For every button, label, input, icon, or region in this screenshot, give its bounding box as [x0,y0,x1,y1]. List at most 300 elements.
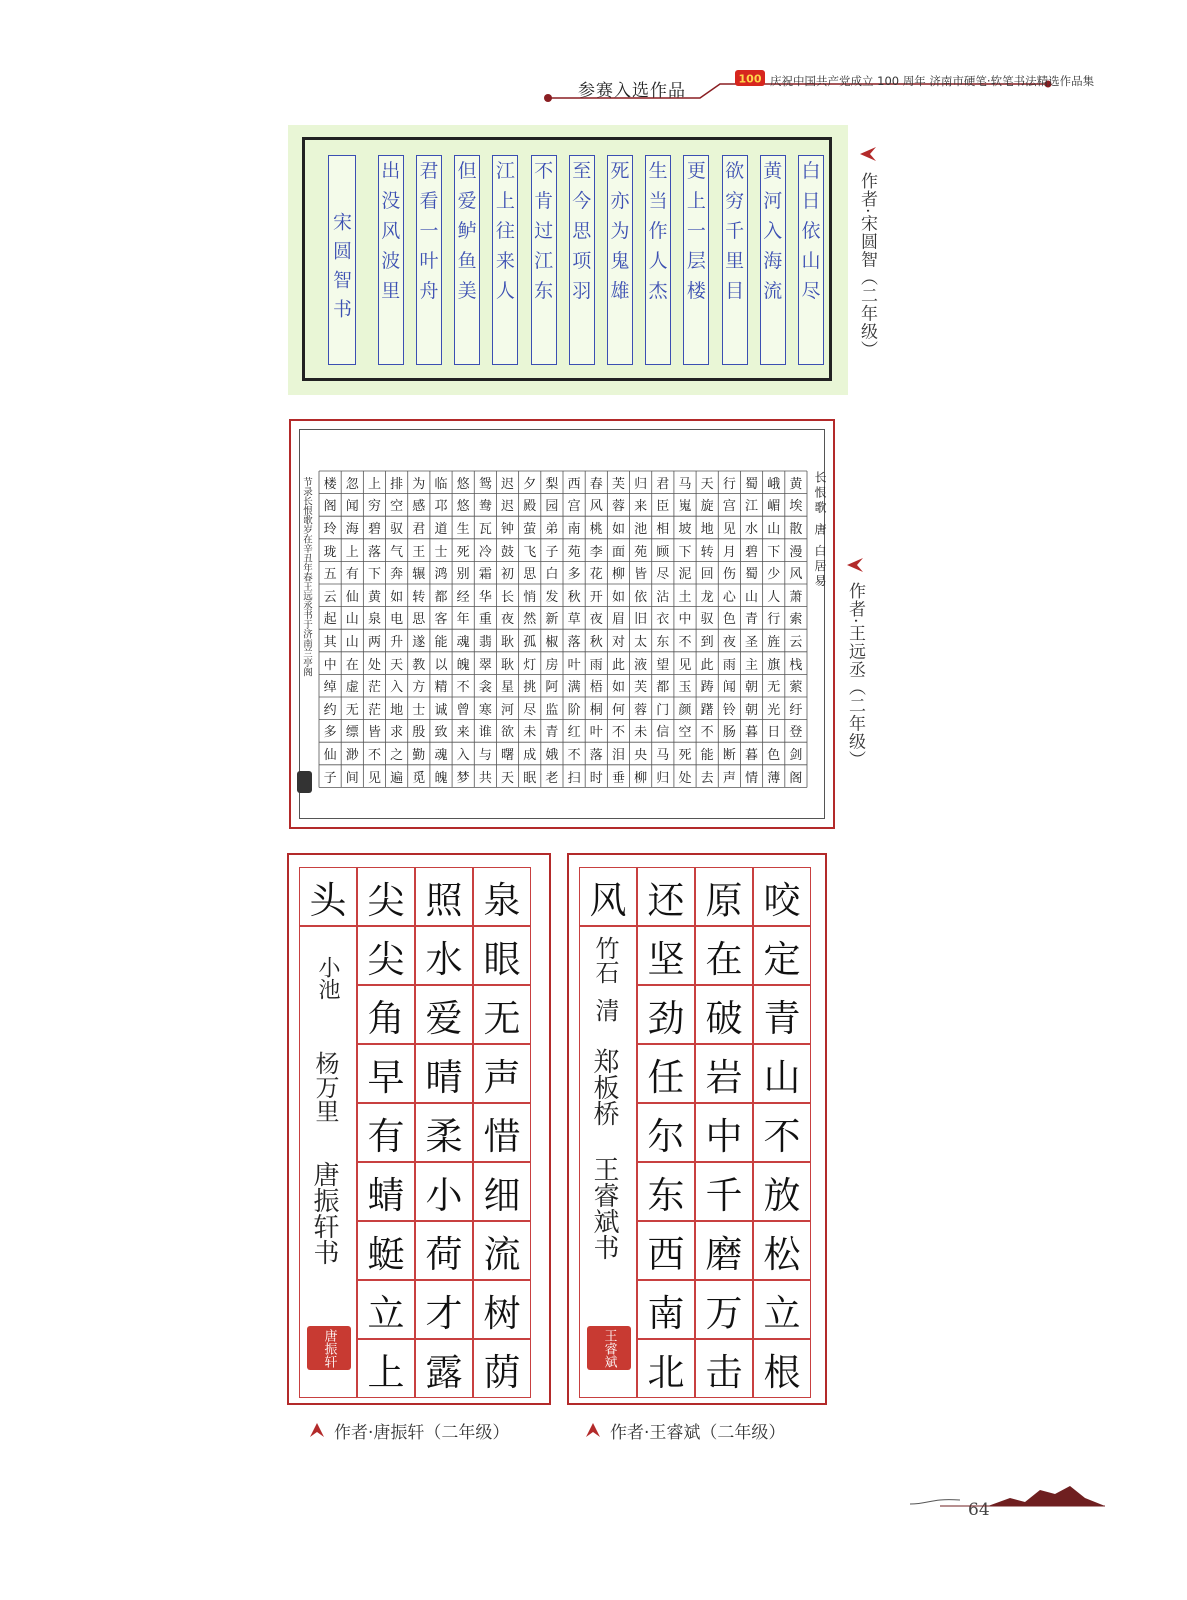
work2-char: 栈 [789,657,803,673]
work2-char: 铃 [722,702,736,718]
work1-char: 江 [495,160,515,182]
work2-char: 蓉 [634,702,648,718]
work2-char: 虚 [345,680,359,696]
work2-char: 碧 [745,544,759,560]
work2-char: 春 [589,476,603,492]
work3-signature: 唐振轩书 [309,1161,339,1265]
work2-char: 嵬 [678,499,692,515]
work2-char: 觅 [412,770,426,786]
work2-char: 君 [656,476,670,492]
work2-char: 上 [345,544,359,560]
work2-char: 迟 [501,499,515,515]
work3-poet: 杨万里 [311,1051,339,1123]
arrow-icon [308,1421,326,1439]
work2-char: 翡 [478,634,492,650]
grid-cell: 惜 [473,1103,531,1162]
work2-char: 山 [345,612,359,628]
work2-char: 园 [545,499,559,515]
work2-char: 皆 [367,725,381,741]
work2-char: 满 [567,680,581,696]
work2-char: 旧 [634,612,648,628]
grid-cell: 劲 [637,985,695,1044]
work2-char: 时 [589,770,603,786]
work2-char: 海 [345,521,359,537]
grid-cell: 尖 [357,867,415,926]
work2-char: 尽 [656,567,670,583]
work2-char: 梦 [456,770,470,786]
work1-char: 鱼 [457,250,477,272]
work2-char: 其 [323,634,337,650]
work2-char: 下 [367,567,381,583]
work2-char: 为 [412,476,426,492]
work2-char: 房 [545,657,559,673]
work2-char: 年 [456,612,470,628]
work2-char: 飞 [523,544,537,560]
grid-cell: 定 [753,926,811,985]
work2-char: 闻 [722,680,736,696]
grid-cell: 西 [637,1221,695,1280]
work2-char: 殿 [523,499,537,515]
work1-char: 鬼 [610,250,630,272]
work2-char: 对 [611,634,625,650]
work2-char: 穷 [367,499,381,515]
work1-char: 爱 [457,190,477,212]
work2-char: 颜 [678,702,692,718]
work2-char: 下 [678,544,692,560]
work1-char: 风 [381,220,401,242]
work2-char: 断 [722,747,736,763]
work1-char: 波 [381,250,401,272]
work2-char: 诚 [434,702,448,718]
work1-column [416,155,442,365]
work4-paper [567,853,827,1405]
work2-char: 萤 [523,521,537,537]
work1-char: 海 [763,250,783,272]
work2-char: 旌 [767,634,781,650]
work2-char: 垂 [611,770,625,786]
work2-char: 客 [434,612,448,628]
work2-char: 心 [722,589,736,605]
work1-char: 雄 [610,280,630,302]
grid-cell: 青 [753,985,811,1044]
work2-char: 红 [567,725,581,741]
work2-char: 门 [656,702,670,718]
work2-char: 夜 [501,612,515,628]
work2-char: 月 [722,544,736,560]
work2-char: 登 [789,725,803,741]
work2-char: 经 [456,589,470,605]
work2-char: 渺 [345,747,359,763]
work1-char: 杰 [648,280,668,302]
work2-char: 梧 [589,680,603,696]
work2-char: 此 [611,657,625,673]
work2-char: 漫 [789,544,803,560]
work2-char: 河 [501,702,515,718]
grid-cell: 中 [695,1103,753,1162]
work2-char: 白 [545,567,559,583]
work1-char: 鲈 [457,220,477,242]
grid-cell: 松 [753,1221,811,1280]
work1-column [492,155,518,365]
work2-char: 人 [767,589,781,605]
work2-char: 死 [678,747,692,763]
work2-char: 朝 [745,702,759,718]
work4-title: 竹石 [591,936,619,984]
work1-char: 死 [610,160,630,182]
work2-char: 埃 [789,499,803,515]
work2-char: 秋 [567,589,581,605]
work2-char: 未 [523,725,537,741]
work2-char: 士 [434,544,448,560]
grid-cell: 不 [753,1103,811,1162]
work2-char: 魂 [434,747,448,763]
work2-char: 别 [456,567,470,583]
work2-char: 归 [634,476,648,492]
grid-cell: 咬 [753,867,811,926]
work2-char: 旋 [700,499,714,515]
grid-cell: 千 [695,1162,753,1221]
work2-char: 李 [589,544,603,560]
work2-char: 灯 [523,657,537,673]
work2-char: 柳 [634,770,648,786]
work2-char: 死 [456,544,470,560]
work2-char: 不 [700,725,714,741]
grid-cell: 角 [357,985,415,1044]
work2-char: 衾 [478,680,492,696]
work1-signature: 宋圆智书 [328,155,356,365]
work2-signature: 节录长恨歌岁在辛丑年春王远丞书于济南兰亭阁 [301,477,312,677]
work1-char: 看 [419,190,439,212]
grid-cell: 照 [415,867,473,926]
work2-char: 阁 [323,499,337,515]
work2-char: 升 [390,634,404,650]
work4-poet: 郑板桥 [589,1048,619,1126]
work2-char: 阶 [567,702,581,718]
work2-char: 圣 [745,634,759,650]
work2-char: 冷 [478,544,492,560]
grid-cell: 磨 [695,1221,753,1280]
work1-column [569,155,595,365]
work1-char: 羽 [572,280,592,302]
work1-char: 一 [686,220,706,242]
work2-char: 峨 [767,476,781,492]
work2-char: 茫 [367,680,381,696]
work1-char: 东 [534,280,554,302]
work2-char: 挑 [523,680,537,696]
work2-char: 夜 [589,612,603,628]
svg-text:100: 100 [738,72,762,86]
work1-char: 白 [801,160,821,182]
work2-char: 士 [412,702,426,718]
work2-char: 共 [478,770,492,786]
work2-char: 入 [390,680,404,696]
work2-char: 尽 [523,702,537,718]
work2-char: 未 [634,725,648,741]
work2-char: 臣 [656,499,670,515]
work2-char: 踌 [700,680,714,696]
work2-char: 地 [390,702,404,718]
work2-char: 有 [345,567,359,583]
work1-char: 千 [725,220,745,242]
work2-char: 朝 [745,680,759,696]
grid-cell: 小 [415,1162,473,1221]
work2-char: 无 [345,702,359,718]
work1-char: 但 [457,160,477,182]
seal-stamp: 唐振轩 [307,1326,351,1370]
work2-char: 桐 [589,702,603,718]
work2-char: 泥 [678,567,692,583]
work2-char: 情 [745,770,759,786]
work2-char: 生 [456,521,470,537]
work2-char: 遂 [412,634,426,650]
work2-char: 能 [700,747,714,763]
work2-char: 去 [700,770,714,786]
work2-char: 新 [545,612,559,628]
work2-char: 曙 [501,747,515,763]
grid-cell: 尔 [637,1103,695,1162]
work1-char: 当 [648,190,668,212]
grid-cell: 荫 [473,1339,531,1398]
grid-cell: 坚 [637,926,695,985]
work2-char: 落 [589,747,603,763]
work2-char: 太 [634,634,648,650]
work2-char: 西 [567,476,581,492]
work1-char: 尽 [801,280,821,302]
work2-char: 都 [656,680,670,696]
work2-char: 娥 [545,747,559,763]
work2-char: 不 [567,747,581,763]
grid-cell: 露 [415,1339,473,1398]
work2-char: 叶 [567,657,581,673]
grid-cell: 放 [753,1162,811,1221]
work1-char: 目 [725,280,745,302]
work1-char: 人 [495,280,515,302]
work2-char: 光 [767,702,781,718]
work1-char: 黄 [763,160,783,182]
work1-char: 舟 [419,280,439,302]
grid-cell: 蜻 [357,1162,415,1221]
work2-char: 不 [456,680,470,696]
section-title: 参赛入选作品 [578,81,686,101]
work2-char: 悠 [456,476,470,492]
grid-cell: 荷 [415,1221,473,1280]
work1-char: 至 [572,160,592,182]
work1-char: 上 [495,190,515,212]
grid-cell: 在 [695,926,753,985]
work2-char: 池 [634,521,648,537]
work2-char: 椒 [545,634,559,650]
work2-paper [289,419,835,829]
work2-char: 驭 [390,521,404,537]
work2-char: 青 [745,612,759,628]
work3-paper [287,853,551,1405]
work4-author: 作者·王睿斌（二年级） [610,1423,786,1443]
work2-char: 望 [656,657,670,673]
work2-char: 起 [323,612,337,628]
work4-signature: 王睿斌书 [589,1156,619,1260]
work2-char: 珑 [323,544,337,560]
work2-char: 精 [434,680,448,696]
work2-char: 何 [611,702,625,718]
work2-char: 五 [323,567,337,583]
work2-char: 归 [656,770,670,786]
work2-char: 地 [700,521,714,537]
work2-char: 缥 [345,725,359,741]
work1-char: 里 [381,280,401,302]
work2-char: 宫 [722,499,736,515]
work2-char: 子 [545,544,559,560]
work1-column [531,155,557,365]
work1-column [722,155,748,365]
work1-column [607,155,633,365]
work2-char: 沾 [656,589,670,605]
work1-char: 江 [534,250,554,272]
work2-char: 邛 [434,499,448,515]
work1-char: 项 [572,250,592,272]
arrow-icon [858,146,878,162]
work2-char: 辗 [412,567,426,583]
grid-cell: 东 [637,1162,695,1221]
work2-char: 以 [434,657,448,673]
work2-char: 行 [767,612,781,628]
mountain-decoration [900,1478,1110,1518]
work2-char: 上 [367,476,381,492]
work2-char: 薄 [767,770,781,786]
work2-char: 魂 [456,634,470,650]
work2-char: 南 [567,521,581,537]
arrow-icon [584,1421,602,1439]
work2-char: 桃 [589,521,603,537]
grid-cell: 南 [637,1280,695,1339]
work2-char: 绰 [323,680,337,696]
work2-char: 碧 [367,521,381,537]
work2-char: 芙 [611,476,625,492]
work2-char: 玲 [323,521,337,537]
work2-char: 衣 [656,612,670,628]
work2-char: 魄 [456,657,470,673]
work2-char: 散 [789,521,803,537]
grid-cell: 流 [473,1221,531,1280]
grid-cell: 水 [415,926,473,985]
work2-char: 剑 [789,747,803,763]
work2-char: 多 [567,567,581,583]
work2-char: 弟 [545,521,559,537]
seal-stamp [297,771,312,793]
work2-char: 殷 [412,725,426,741]
work2-char: 回 [700,567,714,583]
work2-char: 然 [523,612,537,628]
work1-char: 来 [495,250,515,272]
work1-char: 层 [686,250,706,272]
work2-char: 面 [611,544,625,560]
work2-char: 天 [501,770,515,786]
work2-char: 如 [611,589,625,605]
work2-char: 处 [367,657,381,673]
grid-cell: 原 [695,867,753,926]
work1-char: 欲 [725,160,745,182]
work1-char: 山 [801,250,821,272]
work2-char: 悠 [456,499,470,515]
work2-char: 空 [390,499,404,515]
work2-char: 曾 [456,702,470,718]
work2-char: 落 [367,544,381,560]
work2-char: 顾 [656,544,670,560]
work3-author: 作者·唐振轩（二年级） [334,1423,510,1443]
grid-cell: 岩 [695,1044,753,1103]
work2-char: 色 [767,747,781,763]
work2-char: 瓦 [478,521,492,537]
work2-char: 眉 [611,612,625,628]
work2-char: 宫 [567,499,581,515]
work2-char: 老 [545,770,559,786]
work2-char: 与 [478,747,492,763]
work2-char: 龙 [700,589,714,605]
work2-char: 天 [700,476,714,492]
grid-cell: 山 [753,1044,811,1103]
work2-char: 电 [390,612,404,628]
work1-column [645,155,671,365]
work2-char: 躇 [700,702,714,718]
work2-char: 转 [700,544,714,560]
work2-char: 如 [390,589,404,605]
work2-char: 来 [456,725,470,741]
grid-cell: 北 [637,1339,695,1398]
header-subtitle: 庆祝中国共产党成立 100 周年 济南市硬笔·软笔书法精选作品集 [770,74,1095,88]
work2-char: 声 [722,770,736,786]
grid-cell: 风 [579,867,637,926]
work2-char: 阁 [789,770,803,786]
work2-char: 蓉 [611,499,625,515]
work2-char: 黄 [789,476,803,492]
work2-char: 无 [767,680,781,696]
work2-char: 间 [345,770,359,786]
work2-char: 两 [367,634,381,650]
work1-char: 河 [763,190,783,212]
work1-author: 作者·宋圆智（二年级） [857,172,877,359]
work2-char: 草 [567,612,581,628]
work2-char: 信 [656,725,670,741]
work1-char: 流 [763,280,783,302]
work2-char: 翠 [478,657,492,673]
work2-char: 来 [634,499,648,515]
work2-char: 见 [367,770,381,786]
work2-char: 寒 [478,702,492,718]
work1-char: 没 [381,190,401,212]
work2-char: 眠 [523,770,537,786]
work2-char: 到 [700,634,714,650]
anniversary-logo [735,70,765,86]
work2-char: 欲 [501,725,515,741]
work2-char: 夕 [523,476,537,492]
work2-char: 处 [678,770,692,786]
work2-char: 闻 [345,499,359,515]
work2-char: 中 [323,657,337,673]
work2-char: 土 [678,589,692,605]
work2-char: 央 [634,747,648,763]
grid-cell: 声 [473,1044,531,1103]
work2-char: 思 [412,612,426,628]
work2-char: 云 [789,634,803,650]
work2-char: 不 [611,725,625,741]
work2-char: 悄 [523,589,537,605]
work1-char: 依 [801,220,821,242]
work2-char: 入 [456,747,470,763]
grid-cell: 任 [637,1044,695,1103]
work2-char: 致 [434,725,448,741]
work2-char: 相 [656,521,670,537]
work2-char: 萧 [789,589,803,605]
work2-char: 仙 [345,589,359,605]
